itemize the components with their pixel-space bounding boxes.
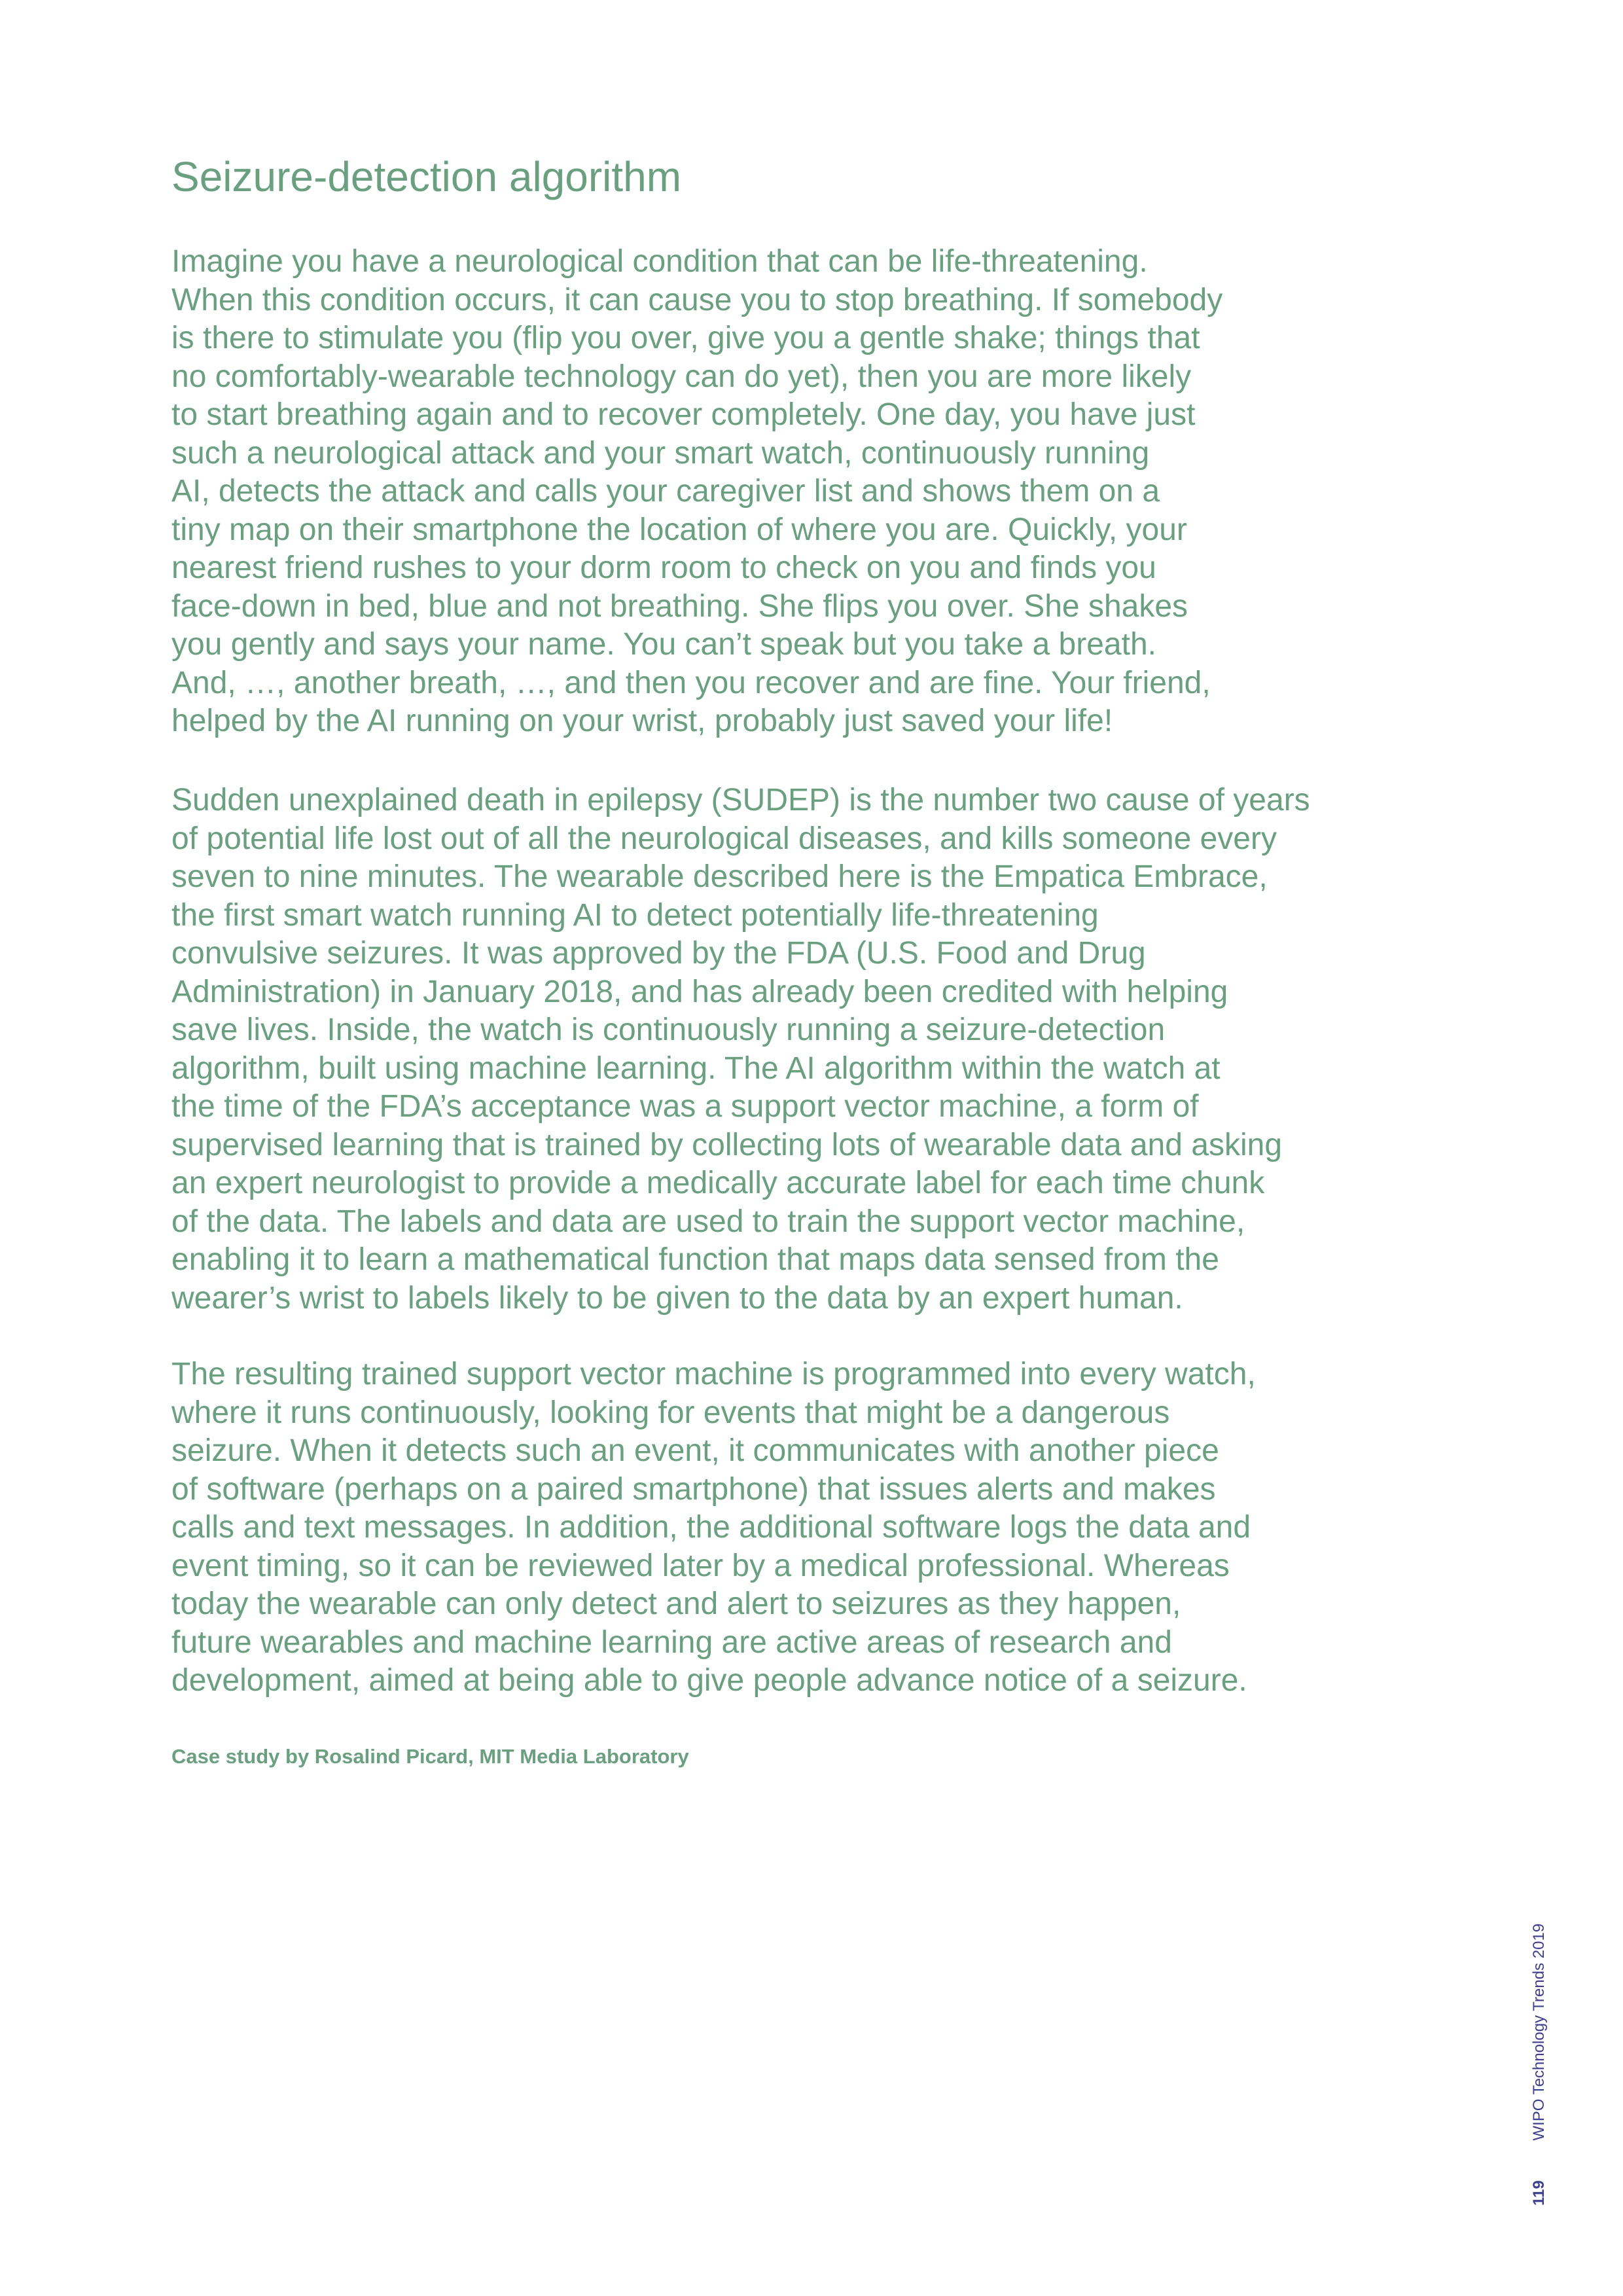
paragraph-line: helped by the AI running on your wrist, probably just saved your life! [171, 704, 1113, 738]
paragraph-line: you gently and says your name. You can’t speak but you take a breath. [171, 627, 1156, 662]
paragraph-line: today the wearable can only detect and alert to seizures as they happen, [171, 1587, 1181, 1621]
paragraph-line: future wearables and machine learning are active areas of research and [171, 1624, 1172, 1660]
paragraph-line: Imagine you have a neurological condition that can be life-threatening. [171, 244, 1148, 279]
paragraph-line: no comfortably-wearable technology can do yet), then you are more likely [171, 359, 1192, 394]
paragraph-line: calls and text messages. In addition, the additional software logs the data and [171, 1510, 1251, 1545]
paragraph-line: When this condition occurs, it can cause you to stop breathing. If somebody [171, 282, 1223, 317]
paragraph-line: The resulting trained support vector machine is programmed into every watch, [171, 1357, 1256, 1391]
paragraph-line: where it runs continuously, looking for events that might be a dangerous [171, 1395, 1170, 1430]
paragraph-line: of software (perhaps on a paired smartphone) that issues alerts and makes [171, 1471, 1216, 1507]
paragraph-line: Administration) in January 2018, and has already been credited with helping [171, 974, 1228, 1009]
paragraph-line: of potential life lost out of all the neurological diseases, and kills someone every [171, 821, 1277, 856]
paragraph-line: to start breathing again and to recover completely. One day, you have just [171, 397, 1196, 432]
paragraph-line: wearer’s wrist to labels likely to be given to the data by an expert human. [171, 1280, 1183, 1316]
paragraph-line: seizure. When it detects such an event, it communicates with another piece [171, 1433, 1219, 1468]
paragraph-line: enabling it to learn a mathematical function that maps data sensed from the [171, 1242, 1219, 1277]
paragraph-line: face-down in bed, blue and not breathing. She flips you over. She shakes [171, 588, 1188, 624]
paragraph-line: supervised learning that is trained by collecting lots of wearable data and asking [171, 1127, 1283, 1162]
paragraph-line: AI, detects the attack and calls your caregiver list and shows them on a [171, 474, 1160, 509]
paragraph-line: of the data. The labels and data are used to train the support vector machine, [171, 1204, 1245, 1239]
page-number: 119 [1530, 2180, 1548, 2206]
paragraph-line: such a neurological attack and your smart watch, continuously running [171, 435, 1150, 471]
paragraph-line: tiny map on their smartphone the location of where you are. Quickly, your [171, 512, 1187, 547]
section-title: Seizure-detection algorithm [171, 153, 682, 200]
paragraph-line: And, …, another breath, …, and then you recover and are fine. Your friend, [171, 665, 1211, 700]
paragraph-line: nearest friend rushes to your dorm room to check on you and finds you [171, 550, 1156, 585]
paragraph-1 [171, 243, 1222, 741]
paragraph-line: an expert neurologist to provide a medically accurate label for each time chunk [171, 1166, 1265, 1200]
publication-title: WIPO Technology Trends 2019 [1530, 1923, 1548, 2141]
paragraph-line: the first smart watch running AI to detect potentially life-threatening [171, 897, 1099, 933]
paragraph-line: event timing, so it can be reviewed later by a medical professional. Whereas [171, 1548, 1230, 1583]
paragraph-line: save lives. Inside, the watch is continuously running a seizure-detection [171, 1013, 1166, 1047]
paragraph-line: the time of the FDA’s acceptance was a support vector machine, a form of [171, 1089, 1199, 1124]
paragraph-line: seven to nine minutes. The wearable described here is the Empatica Embrace, [171, 859, 1268, 894]
paragraph-line: algorithm, built using machine learning. The AI algorithm within the watch at [171, 1050, 1221, 1086]
paragraph-line: is there to stimulate you (flip you over, give you a gentle shake; things that [171, 321, 1200, 355]
paragraph-line: development, aimed at being able to give people advance notice of a seizure. [171, 1663, 1247, 1698]
paragraph-line: Sudden unexplained death in epilepsy (SUDEP) is the number two cause of years [171, 783, 1310, 817]
paragraph-2 [171, 781, 1310, 1318]
case-study-credit: Case study by Rosalind Picard, MIT Media Laboratory [171, 1745, 689, 1768]
paragraph-3 [171, 1355, 1256, 1700]
paragraph-line: convulsive seizures. It was approved by the FDA (U.S. Food and Drug [171, 936, 1146, 971]
page-footer [1530, 1924, 1548, 2206]
